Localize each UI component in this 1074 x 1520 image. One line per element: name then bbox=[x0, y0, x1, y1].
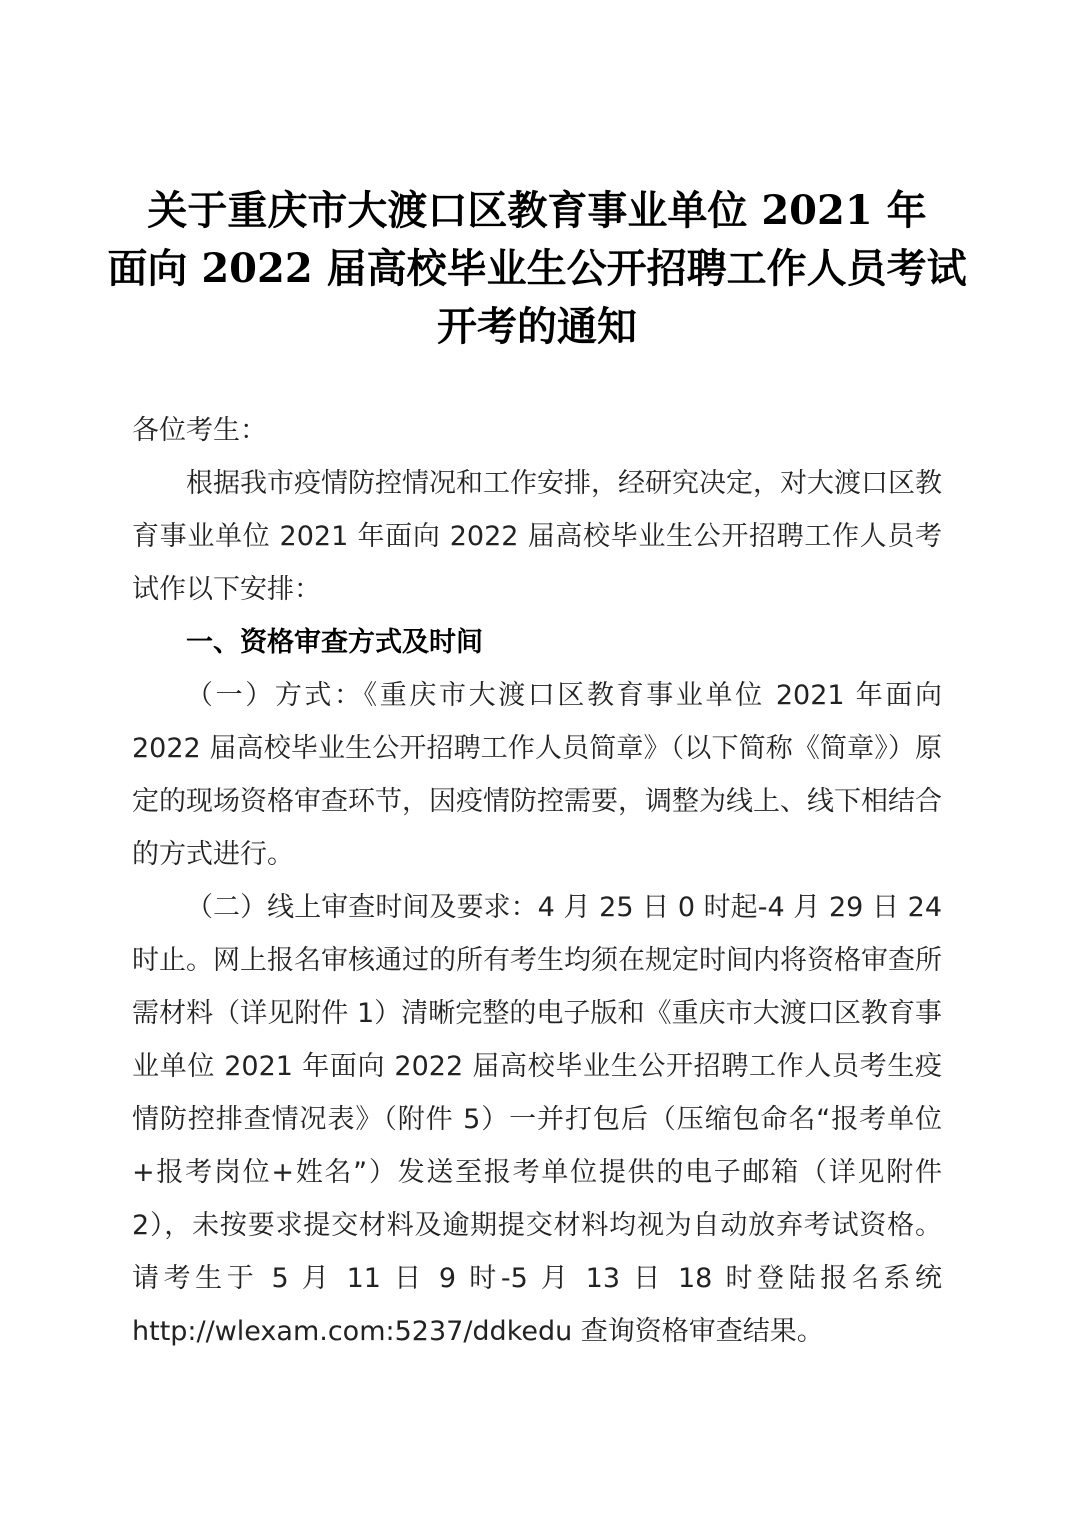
title-line-2: 面向 2022 届高校毕业生公开招聘工作人员考试 bbox=[107, 245, 967, 292]
salutation: 各位考生： bbox=[132, 415, 267, 446]
document-title bbox=[100, 182, 974, 356]
document-body bbox=[132, 404, 942, 1358]
section-1-item-2: （二）线上审查时间及要求：4 月 25 日 0 时起-4 月 29 日 24 时止。网上报名审核通过的所有考生均须在规定时间内将资格审查所需材料（详见附件 1）清晰完整的电子版和《重庆市大渡口区教育事业单位 2021 年面向 2022 届高校毕业生公开招聘工作人员考生疫情防控排查情况表》（附件 5）一并打包后（压缩包命名“报考单位+报考岗位+姓名”）发送至报考单位提供的电子邮箱（详见附件 2），未按要求提交材料及逾期提交材料均视为自动放弃考试资格。请考生于 5 月 11 日 9 时-5 月 13 日 18 时登陆报名系统 http://wlexam.com:5237/ddkedu 查询资格审查结果。 bbox=[132, 892, 942, 1347]
title-line-1: 关于重庆市大渡口区教育事业单位 2021 年 bbox=[147, 187, 927, 234]
section-1-heading: 一、资格审查方式及时间 bbox=[186, 627, 483, 658]
intro-paragraph: 根据我市疫情防控情况和工作安排，经研究决定，对大渡口区教育事业单位 2021 年面向 2022 届高校毕业生公开招聘工作人员考试作以下安排： bbox=[132, 468, 942, 605]
title-line-3: 开考的通知 bbox=[437, 303, 637, 350]
section-1-item-1: （一）方式：《重庆市大渡口区教育事业单位 2021 年面向 2022 届高校毕业生公开招聘工作人员简章》（以下简称《简章》）原定的现场资格审查环节，因疫情防控需要，调整为线上、线下相结合的方式进行。 bbox=[132, 680, 942, 870]
